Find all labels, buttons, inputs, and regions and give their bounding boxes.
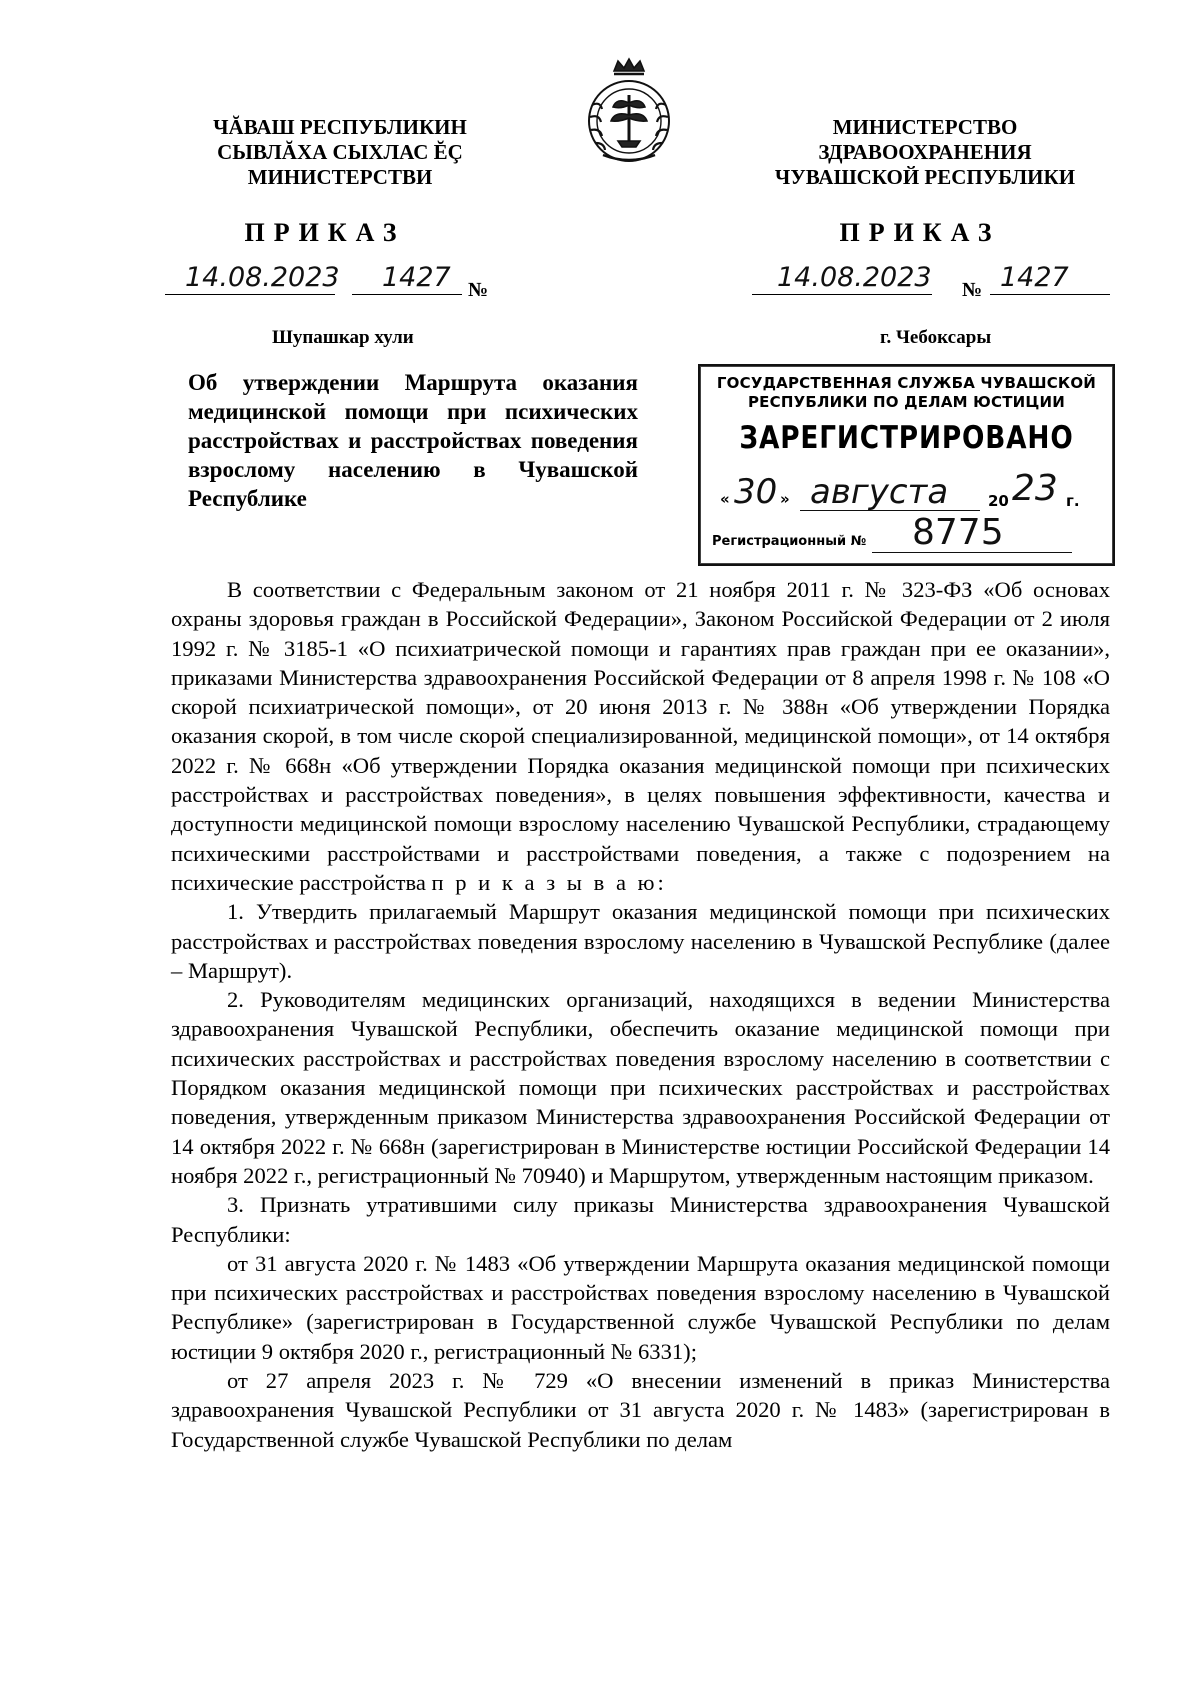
intro-text: В соответствии с Федеральным законом от 21 ноября 2011 г. № 323-ФЗ «Об основах охраны здоровья граждан в Российской Федерации», Законом Российской Федерации от 2 июля 1992 г. № 3185-1 «О психиатрической помощи и гарантиях прав граждан при ее оказании», приказами Министерства здравоохранения Российской Федерации от 8 апреля 1998 г. № 108 «О скорой психиатрической помощи», от 20 июня 2013 г. № 388н «Об утверждении Порядка оказания скорой, в том числе скорой специализированной, медицинской помощи», от 14 октября 2022 г. № 668н «Об утверждении Порядка оказания медицинской помощи при психических расстройствах и расстройствах поведения», в целях повышения эффективности, качества и доступности медицинской помощи взрослому населению Чувашской Республики, страдающему психическими расстройствами и расстройствами поведения, а также с подозрением на психические расстройства — [171, 577, 1110, 895]
header-left-line1: ЧĂВАШ РЕСПУБЛИКИН — [213, 115, 467, 139]
registration-stamp — [698, 364, 1115, 566]
document-body — [171, 575, 1110, 1454]
intro-paragraph — [171, 575, 1110, 897]
stamp-year-unit: г. — [1066, 492, 1080, 510]
paragraph-2: 2. Руководителям медицинских организаций, находящихся в ведении Министерства здравоохранения Чувашской Республики, обеспечить оказание медицинской помощи при психических расстройствах и расстройствах поведения взрослому населению в соответствии с Порядком оказания медицинской помощи при психических расстройствах и расстройствах поведения, утвержденным приказом Министерства здравоохранения Российской Федерации от 14 октября 2022 г. № 668н (зарегистрирован в Министерстве юстиции Российской Федерации 14 ноября 2022 г., регистрационный № 70940) и Маршрутом, утвержденным настоящим приказом. — [171, 987, 1110, 1188]
right-number: 1427 — [1000, 262, 1069, 293]
right-number-line — [990, 264, 1110, 295]
stamp-open-quote: « — [720, 490, 730, 508]
right-date: 14.08.2023 — [777, 262, 932, 293]
stamp-reg-row — [712, 512, 1102, 558]
right-city: г. Чебоксары — [880, 327, 992, 348]
paragraph-4: от 31 августа 2020 г. № 1483 «Об утверждении Маршрута оказания медицинской помощи при психических расстройствах и расстройствах поведения взрослому населению в Чувашской Республике» (зарегистрирован в Государственной службе Чувашской Республики по делам юстиции 9 октября 2020 г., регистрационный № 6331); — [171, 1250, 1110, 1364]
order-heading-left: ПРИКАЗ — [244, 218, 406, 247]
left-date: 14.08.2023 — [185, 262, 340, 293]
right-date-line — [752, 264, 932, 295]
stamp-reg-number: 8775 — [912, 512, 1004, 553]
order-word-spaced: п р и к а з ы в а ю — [431, 869, 658, 895]
header-left-line2: СЫВЛĂХА СЫХЛАС ĔÇ — [217, 140, 463, 164]
right-number-sign: № — [962, 279, 983, 301]
document-title: Об утверждении Маршрута оказания медицинской помощи при психических расстройствах и расстройствах поведения взрослому населению в Чувашской Республике — [188, 370, 638, 511]
paragraph-3: 3. Признать утратившими силу приказы Министерства здравоохранения Чувашской Республики: — [171, 1192, 1110, 1247]
header-left — [175, 115, 505, 190]
stamp-year-suffix: 23 — [1012, 468, 1058, 509]
header-right-line1: МИНИСТЕРСТВО — [832, 115, 1018, 139]
header-right — [765, 115, 1085, 190]
paragraph-5: от 27 апреля 2023 г. № 729 «О внесении изменений в приказ Министерства здравоохранения Чувашской Республики от 31 августа 2020 г. № 1483» (зарегистрирован в Государственной службе Чувашской Республики по делам — [171, 1368, 1110, 1452]
intro-colon: : — [657, 869, 664, 895]
left-number: 1427 — [382, 262, 451, 293]
header-right-line3: ЧУВАШСКОЙ РЕСПУБЛИКИ — [774, 165, 1076, 189]
left-city: Шупашкар хули — [272, 327, 414, 348]
stamp-line1: ГОСУДАРСТВЕННАЯ СЛУЖБА ЧУВАШСКОЙ — [716, 374, 1097, 392]
stamp-day: 30 — [734, 472, 778, 512]
stamp-month: августа — [810, 472, 949, 512]
stamp-year-prefix: 20 — [988, 492, 1009, 510]
header-left-line3: МИНИСТЕРСТВИ — [247, 165, 433, 189]
stamp-registered: ЗАРЕГИСТРИРОВАНО — [739, 420, 1074, 456]
stamp-date-row — [720, 468, 1100, 516]
paragraph-1: 1. Утвердить прилагаемый Маршрут оказания медицинской помощи при психических расстройствах и расстройствах поведения взрослому населению в Чувашской Республике (далее – Маршрут). — [171, 899, 1110, 983]
stamp-reg-label: Регистрационный № — [712, 534, 867, 549]
left-date-line — [165, 262, 340, 295]
order-heading-right: ПРИКАЗ — [839, 218, 1001, 247]
stamp-close-quote: » — [780, 490, 790, 508]
header-right-line2: ЗДРАВООХРАНЕНИЯ — [818, 140, 1032, 164]
left-number-sign: № — [468, 279, 489, 301]
coat-of-arms-emblem — [578, 55, 680, 170]
left-number-line — [352, 264, 462, 295]
stamp-line2: РЕСПУБЛИКИ ПО ДЕЛАМ ЮСТИЦИИ — [747, 393, 1066, 411]
stamp-month-underline — [800, 510, 980, 511]
